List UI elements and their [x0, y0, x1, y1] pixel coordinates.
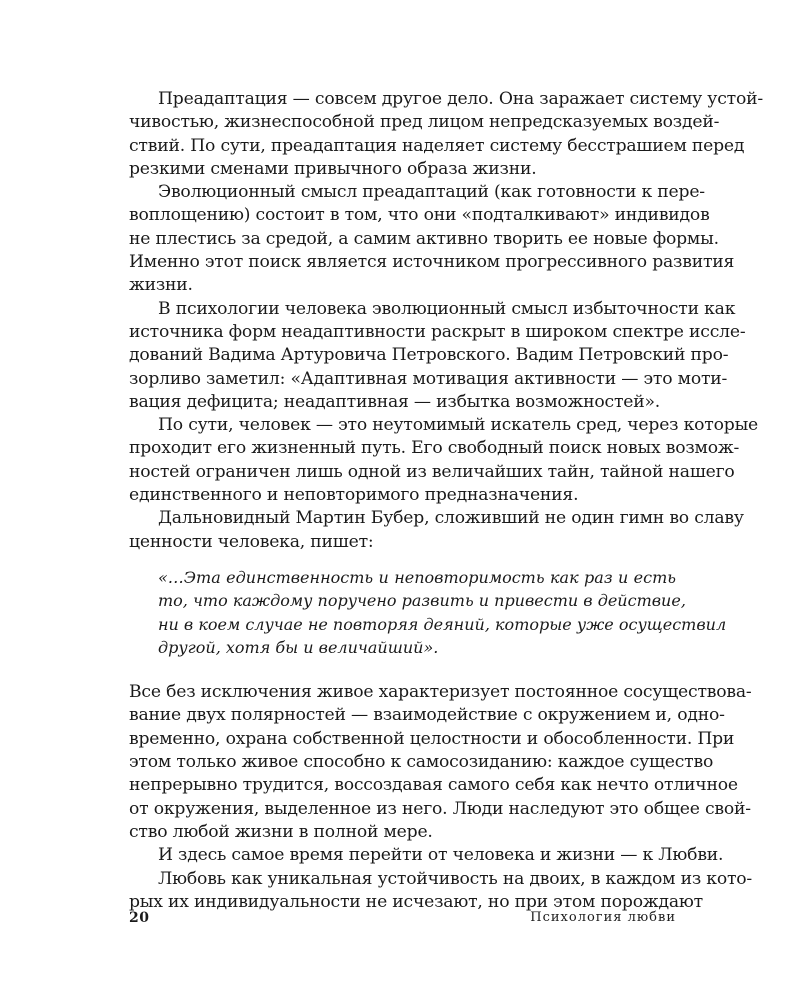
text-line: этом только живое способно к самосозиданию: каждое существо: [129, 752, 714, 773]
quote-line: то, что каждому поручено развить и привести в действие,: [158, 591, 686, 611]
text-line: Все без исключения живое характеризует постоянное сосуществова-: [129, 682, 752, 703]
text-line: ценности человека, пишет:: [129, 531, 374, 552]
paragraph: [129, 507, 744, 554]
text-line: проходит его жизненный путь. Его свободный поиск новых возмож-: [129, 438, 740, 459]
running-head: Психология любви: [530, 910, 676, 925]
text-line: рых их индивидуальности не исчезают, но при этом порождают: [129, 891, 703, 912]
text-line: временно, охрана собственной целостности и обособленности. При: [129, 728, 735, 749]
text-line: ствий. По сути, преадаптация наделяет систему бесстрашием перед: [129, 135, 745, 156]
text-line: дований Вадима Артуровича Петровского. Вадим Петровский про-: [129, 345, 729, 366]
text-line: не плестись за средой, а самим активно творить ее новые формы.: [129, 228, 719, 249]
block-quote: [129, 566, 727, 659]
text-line: зорливо заметил: «Адаптивная мотивация активности — это моти-: [129, 368, 728, 389]
paragraph: [129, 681, 752, 844]
text-line: Любовь как уникальная устойчивость на двоих, в каждом из кото-: [158, 868, 753, 889]
text-line: воплощению) состоит в том, что они «подталкивают» индивидов: [129, 205, 710, 226]
page-body: [129, 88, 763, 914]
text-line: вание двух полярностей — взаимодействие с окружением и, одно-: [129, 705, 725, 726]
text-line: По сути, человек — это неутомимый искатель сред, через которые: [158, 415, 759, 436]
text-line: резкими сменами привычного образа жизни.: [129, 158, 537, 179]
text-line: непрерывно трудится, воссоздавая самого себя как нечто отличное: [129, 775, 738, 796]
text-line: чивостью, жизнеспособной пред лицом непредсказуемых воздей-: [129, 112, 720, 133]
text-line: Дальновидный Мартин Бубер, сложивший не один гимн во славу: [158, 508, 744, 529]
paragraph: [129, 298, 746, 414]
quote-line: другой, хотя бы и величайший».: [158, 637, 439, 657]
text-line: В психологии человека эволюционный смысл избыточности как: [158, 298, 736, 319]
quote-line: «…Эта единственность и неповторимость как раз и есть: [158, 567, 676, 587]
text-line: ностей ограничен лишь одной из величайших тайн, тайной нашего: [129, 461, 735, 482]
page-number: 20: [129, 910, 150, 926]
page-footer: [129, 910, 676, 932]
text-line: ство любой жизни в полной мере.: [129, 821, 433, 842]
text-line: жизни.: [129, 275, 193, 296]
text-line: Именно этот поиск является источником прогрессивного развития: [129, 252, 735, 273]
text-line: от окружения, выделенное из него. Люди наследуют это общее свой-: [129, 798, 751, 819]
text-line: единственного и неповторимого предназначения.: [129, 485, 579, 506]
quote-line: ни в коем случае не повторяя деяний, которые уже осуществил: [158, 614, 727, 634]
text-line: Эволюционный смысл преадаптаций (как готовности к пере-: [158, 182, 705, 203]
text-line: Преадаптация — совсем другое дело. Она заражает систему устой-: [158, 89, 763, 109]
paragraph: [129, 88, 763, 181]
text-line: И здесь самое время перейти от человека и жизни — к Любви.: [158, 845, 724, 866]
paragraph: [129, 868, 753, 915]
text-line: источника форм неадаптивности раскрыт в широком спектре иссле-: [129, 321, 746, 342]
paragraph: [129, 414, 759, 507]
text-line: вация дефицита; неадаптивная — избытка возможностей».: [129, 391, 661, 412]
paragraph: [129, 844, 724, 867]
paragraph: [129, 181, 735, 297]
